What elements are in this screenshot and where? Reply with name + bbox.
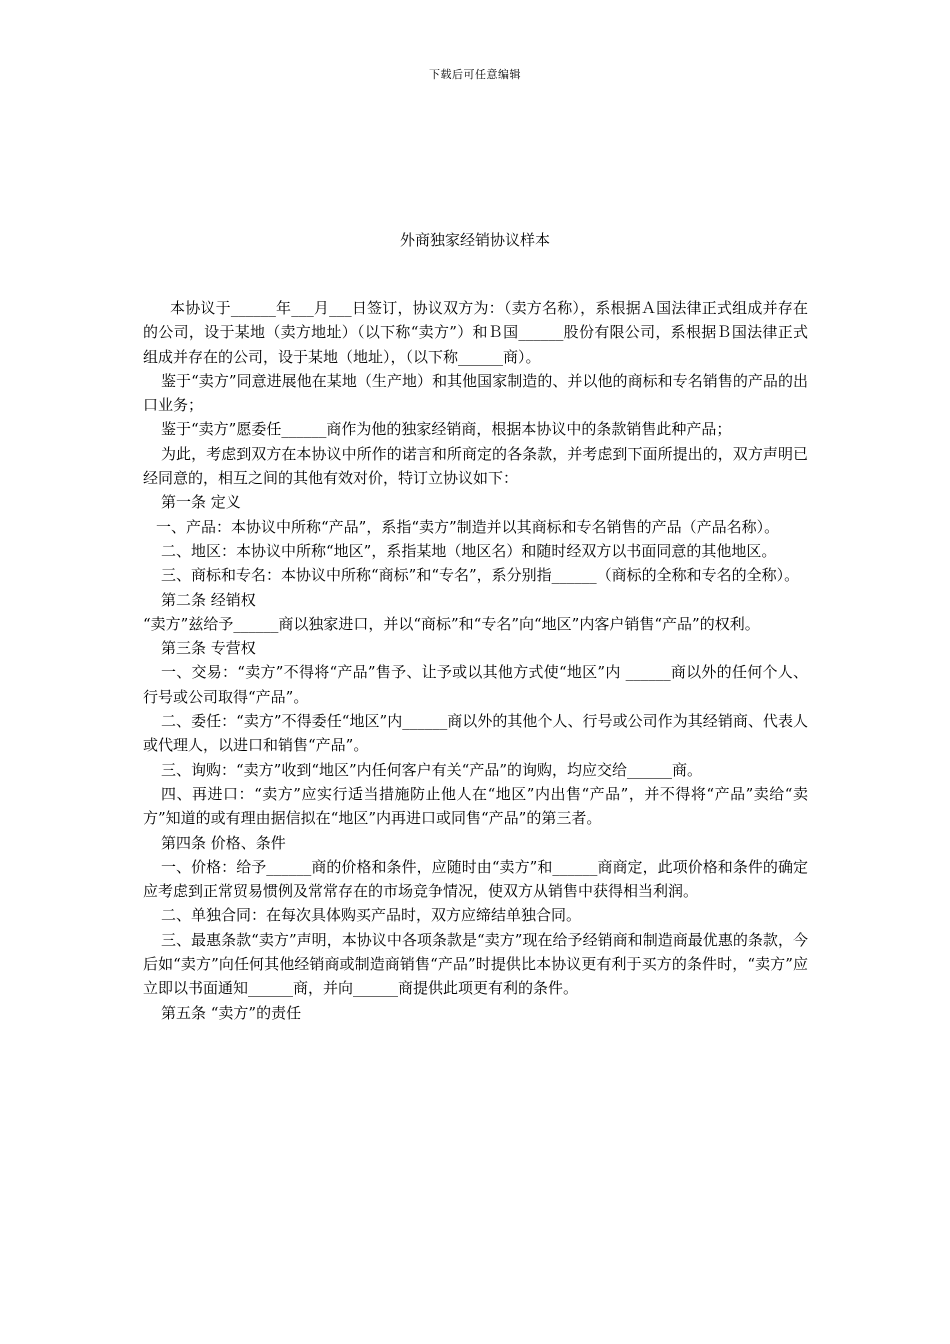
article-heading-2: 第二条 经销权: [161, 590, 256, 609]
clause-3-4: 四、再进口：“卖方”应实行适当措施防止他人在“地区”内出售“产品”，并不得将“产品”卖给“卖方”知道的或有理由据信拟在“地区”内再进口或同售“产品”的第三者。: [143, 784, 808, 828]
article-heading-3: 第三条 专营权: [161, 639, 256, 658]
clause-4-3: 三、最惠条款“卖方”声明，本协议中各项条款是“卖方”现在给予经销商和制造商最优惠的条款，今后如“卖方”向任何其他经销商或制造商销售“产品”时提供比本协议更有利于买方的条件时，“卖方”应立即以书面通知______商，并向______商提供此项更有利的条件。: [143, 930, 808, 998]
header-note: 下载后可任意编辑: [429, 68, 521, 81]
document-title: 外商独家经销协议样本: [399, 231, 550, 249]
paragraph-recital-2: 鉴于“卖方”愿委任______商作为他的独家经销商，根据本协议中的条款销售此种产品；: [161, 420, 732, 439]
article-heading-5: 第五条 “卖方”的责任: [161, 1003, 302, 1022]
article-heading-1: 第一条 定义: [161, 493, 241, 512]
clause-3-1: 一、交易：“卖方”不得将“产品”售予、让予或以其他方式使“地区”内 ______商以外的任何个人、行号或公司取得“产品”。: [143, 663, 808, 706]
clause-1-1: 一、产品：本协议中所称“产品”，系指“卖方”制造并以其商标和专名销售的产品（产品名称）。: [156, 517, 780, 536]
paragraph-consideration: 为此，考虑到双方在本协议中所作的诺言和所商定的各条款，并考虑到下面所提出的，双方声明已经同意的，相互之间的其他有效对价，特订立协议如下：: [143, 444, 808, 488]
clause-1-2: 二、地区：本协议中所称“地区”，系指某地（地区名）和随时经双方以书面同意的其他地区。: [161, 541, 777, 560]
article-heading-4: 第四条 价格、条件: [161, 833, 286, 852]
clause-1-3: 三、商标和专名：本协议中所称“商标”和“专名”，系分别指______（商标的全称和专名的全称）。: [161, 566, 800, 585]
clause-4-2: 二、单独合同：在每次具体购买产品时，双方应缔结单独合同。: [161, 906, 582, 925]
clause-3-3: 三、询购：“卖方”收到“地区”内任何客户有关“产品”的询购，均应交给______商。: [161, 760, 703, 779]
paragraph-preamble: 本协议于______年___月___日签订，协议双方为：（卖方名称），系根据Ａ国法律正式组成并存在的公司，设于某地（卖方地址）（以下称“卖方”）和Ｂ国______股份有限公司，系根据Ｂ国法律正式组成并存在的公司，设于某地（地址），（以下称______商）。: [143, 299, 808, 366]
clause-3-2: 二、委任：“卖方”不得委任“地区”内______商以外的其他个人、行号或公司作为其经销商、代表人或代理人，以进口和销售“产品”。: [143, 712, 808, 755]
paragraph-recital-1: 鉴于“卖方”同意进展他在某地（生产地）和其他国家制造的、并以他的商标和专名销售的产品的出口业务；: [143, 371, 808, 415]
clause-4-1: 一、价格：给予______商的价格和条件，应随时由“卖方”和______商商定，此项价格和条件的确定应考虑到正常贸易惯例及常常存在的市场竞争情况，使双方从销售中获得相当利润。: [143, 857, 808, 901]
clause-2: “卖方”兹给予______商以独家进口，并以“商标”和“专名”向“地区”内客户销售“产品”的权利。: [143, 614, 760, 633]
document-body: [143, 296, 808, 1025]
